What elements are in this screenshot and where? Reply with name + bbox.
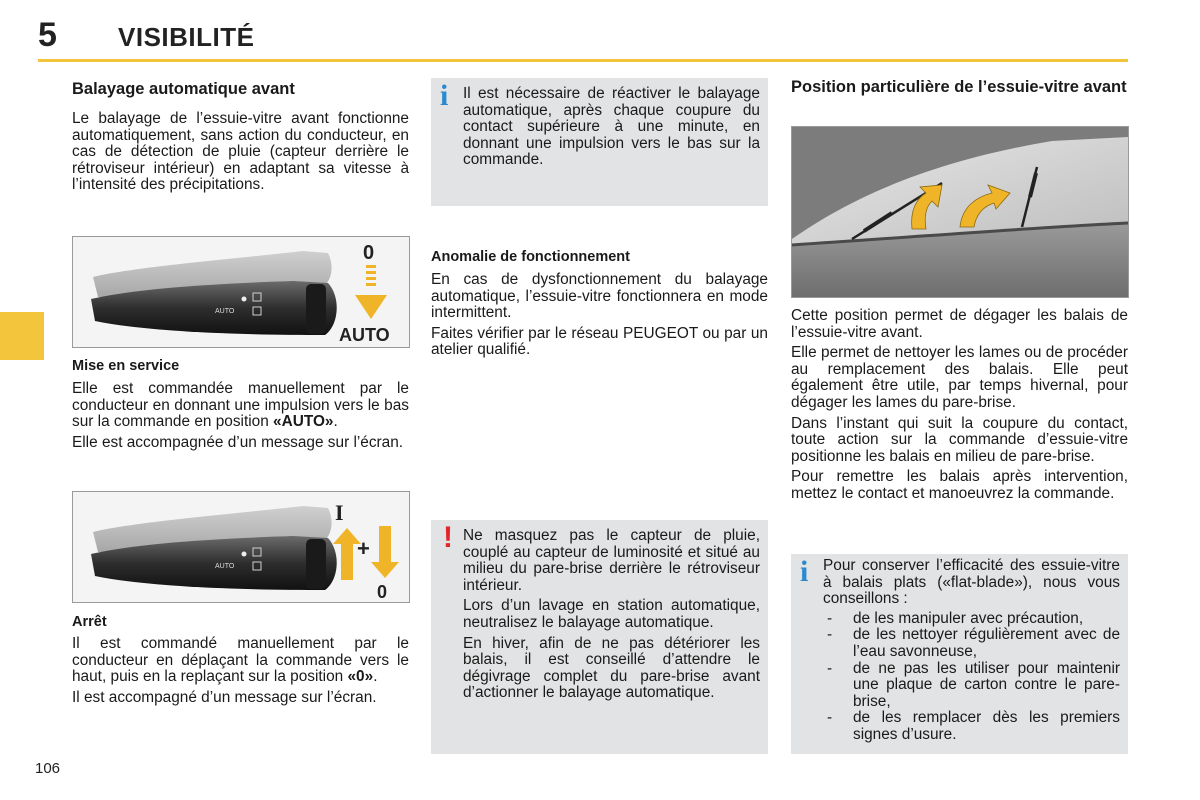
warning-p3: En hiver, afin de ne pas détériorer les balais, il est conseillé d’attendre le dégivrage complet du pare-brise avant d’actionner le balayage automatique. — [463, 634, 760, 702]
label-position-zero: 0 — [363, 242, 375, 264]
label-position-zero: 0 — [377, 582, 388, 602]
subtitle-anomalie: Anomalie de fonctionnement — [431, 249, 630, 265]
warning-p1: Ne masquez pas le capteur de pluie, couplé au capteur de luminosité et situé au milieu du pare-brise derrière le rétroviseur intérieur. — [463, 527, 760, 594]
position-p2: Elle permet de nettoyer les lames ou de procéder au remplacement des balais. Elle peut également être utile, par temps hivernal, pour dégager les lames du pare-brise. — [791, 344, 1128, 411]
section-title-balayage: Balayage automatique avant — [72, 80, 295, 98]
warning-note-capteur — [431, 520, 768, 754]
stalk-stop-illustration — [73, 492, 409, 602]
stalk-auto-mark: AUTO — [215, 308, 235, 315]
flat-blade-advice-list — [823, 611, 1120, 744]
intro-paragraph: Le balayage de l’essuie-vitre avant fonctionne automatiquement, sans action du conducteur, en cas de détection de pluie (capteur derrière le rétroviseur intérieur) en adaptant sa vitesse à l’intensité des précipitations. — [72, 110, 409, 194]
list-item: - de ne pas les utiliser pour maintenir une plaque de carton contre le pare-brise, — [823, 661, 1120, 711]
info-note-reactivation — [431, 78, 768, 206]
mise-en-service-p1: Elle est commandée manuellement par le conducteur en donnant une impulsion vers le bas sur la commande en position «AUTO». — [72, 380, 409, 431]
arret-p2: Il est accompagné d’un message sur l’écran. — [72, 688, 377, 706]
info-note-text: Il est nécessaire de réactiver le balayage automatique, après chaque coupure du contact supérieure à une minute, en donnant une impulsion vers le bas sur la commande. — [463, 85, 760, 169]
windscreen-illustration — [792, 127, 1128, 297]
arrow-down-icon — [371, 526, 399, 578]
position-p1: Cette position permet de dégager les balais de l’essuie-vitre avant. — [791, 307, 1128, 341]
list-item: - de les manipuler avec précaution, — [823, 611, 1120, 628]
anomalie-block — [431, 249, 768, 359]
chapter-side-tab — [0, 312, 44, 360]
chapter-title: VISIBILITÉ — [118, 22, 255, 52]
info-icon: i — [800, 555, 809, 588]
list-item: - de les remplacer dès les premiers signes d’usure. — [823, 710, 1120, 743]
label-position-one: I — [335, 500, 344, 525]
column-1 — [72, 80, 409, 194]
label-plus: + — [357, 536, 370, 561]
anomalie-p1: En cas de dysfonctionnement du balayage automatique, l’essuie-vitre fonctionnera en mode intermittent. — [431, 271, 768, 322]
subtitle-arret: Arrêt — [72, 614, 107, 630]
position-text-block — [791, 308, 1128, 503]
list-item: - de les nettoyer régulièrement avec de l’eau savonneuse, — [823, 627, 1120, 660]
anomalie-p2: Faites vérifier par le réseau PEUGEOT ou par un atelier qualifié. — [431, 324, 768, 359]
stalk-auto-mark: AUTO — [215, 563, 235, 570]
page-number: 106 — [35, 760, 61, 777]
subtitle-mise-en-service: Mise en service — [72, 358, 180, 374]
arrow-down-icon — [355, 295, 387, 319]
warning-p2: Lors d’un lavage en station automatique, neutralisez le balayage automatique. — [463, 597, 760, 631]
warning-icon: ! — [443, 521, 453, 554]
stalk-auto-illustration — [73, 237, 409, 347]
info-icon: i — [440, 79, 449, 112]
position-p3: Dans l’instant qui suit la coupure du contact, toute action sur la commande d’essuie-vitre positionne les balais en milieu de pare-brise. — [791, 414, 1128, 465]
arret-p1: Il est commandé manuellement par le conducteur en déplaçant la commande vers le haut, puis en la replaçant sur la position «0». — [72, 635, 409, 686]
mise-en-service-block — [72, 358, 409, 451]
figure-stalk-stop — [72, 491, 410, 603]
column-3 — [791, 78, 1128, 97]
figure-windscreen — [791, 126, 1129, 298]
header-rule — [38, 59, 1128, 62]
flat-blade-intro: Pour conserver l’efficacité des essuie-vitre à balais plats («flat-blade»), nous vous conseillons : — [823, 557, 1120, 608]
mise-en-service-p2: Elle est accompagnée d’un message sur l’écran. — [72, 433, 404, 451]
arret-block — [72, 614, 409, 706]
label-position-auto: AUTO — [339, 325, 390, 345]
chapter-number: 5 — [38, 16, 57, 54]
figure-stalk-auto — [72, 236, 410, 348]
section-title-position: Position particulière de l’essuie-vitre avant — [791, 78, 1127, 96]
position-p4: Pour remettre les balais après intervention, mettez le contact et manoeuvrez la commande. — [791, 468, 1128, 502]
info-note-flat-blade — [791, 554, 1128, 754]
